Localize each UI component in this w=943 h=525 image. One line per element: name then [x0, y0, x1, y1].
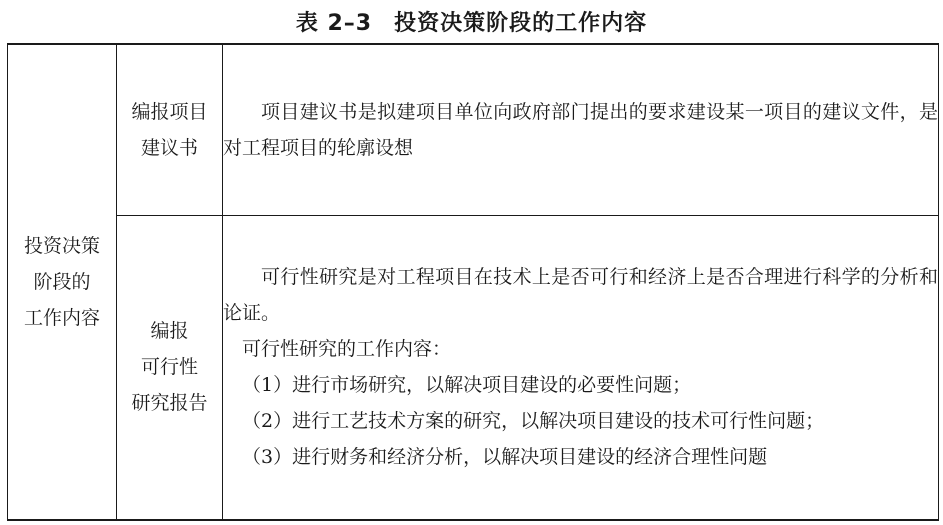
stage-cell — [8, 44, 117, 520]
feasibility-subheading: 可行性研究的工作内容： — [242, 338, 452, 361]
stage-label-line: 工作内容 — [23, 307, 100, 329]
item-label-line: 编报项目 — [131, 100, 208, 123]
item-cell-proposal — [117, 44, 223, 215]
item-cell-feasibility — [117, 215, 223, 520]
work-content-table — [7, 43, 939, 521]
feasibility-description: 可行性研究是对工程项目在技术上是否可行和经济上是否合理进行科学的分析和论证。 — [223, 266, 938, 325]
content-cell-feasibility — [223, 215, 939, 520]
item-label-line: 编报 — [150, 320, 189, 343]
item-label-line: 研究报告 — [131, 392, 208, 415]
item-label-line: 建议书 — [140, 136, 198, 159]
list-item: （3）进行财务和经济分析，以解决项目建设的经济合理性问题 — [242, 446, 768, 469]
table-row — [8, 215, 939, 520]
list-item: （1）进行市场研究，以解决项目建设的必要性问题； — [242, 374, 692, 397]
item-label-line: 可行性 — [140, 356, 198, 379]
table-row — [8, 44, 939, 215]
list-item: （2）进行工艺技术方案的研究，以解决项目建设的技术可行性问题； — [242, 410, 825, 433]
proposal-description: 项目建议书是拟建项目单位向政府部门提出的要求建设某一项目的建议文件，是对工程项目的轮廓设想 — [223, 100, 938, 159]
table-number: 表 2–3 — [295, 11, 373, 36]
content-cell-proposal — [223, 44, 939, 215]
table-title: 投资决策阶段的工作内容 — [394, 11, 648, 36]
stage-label-line: 投资决策 — [23, 235, 100, 257]
stage-label-line: 阶段的 — [33, 271, 91, 293]
table-caption — [0, 6, 943, 38]
